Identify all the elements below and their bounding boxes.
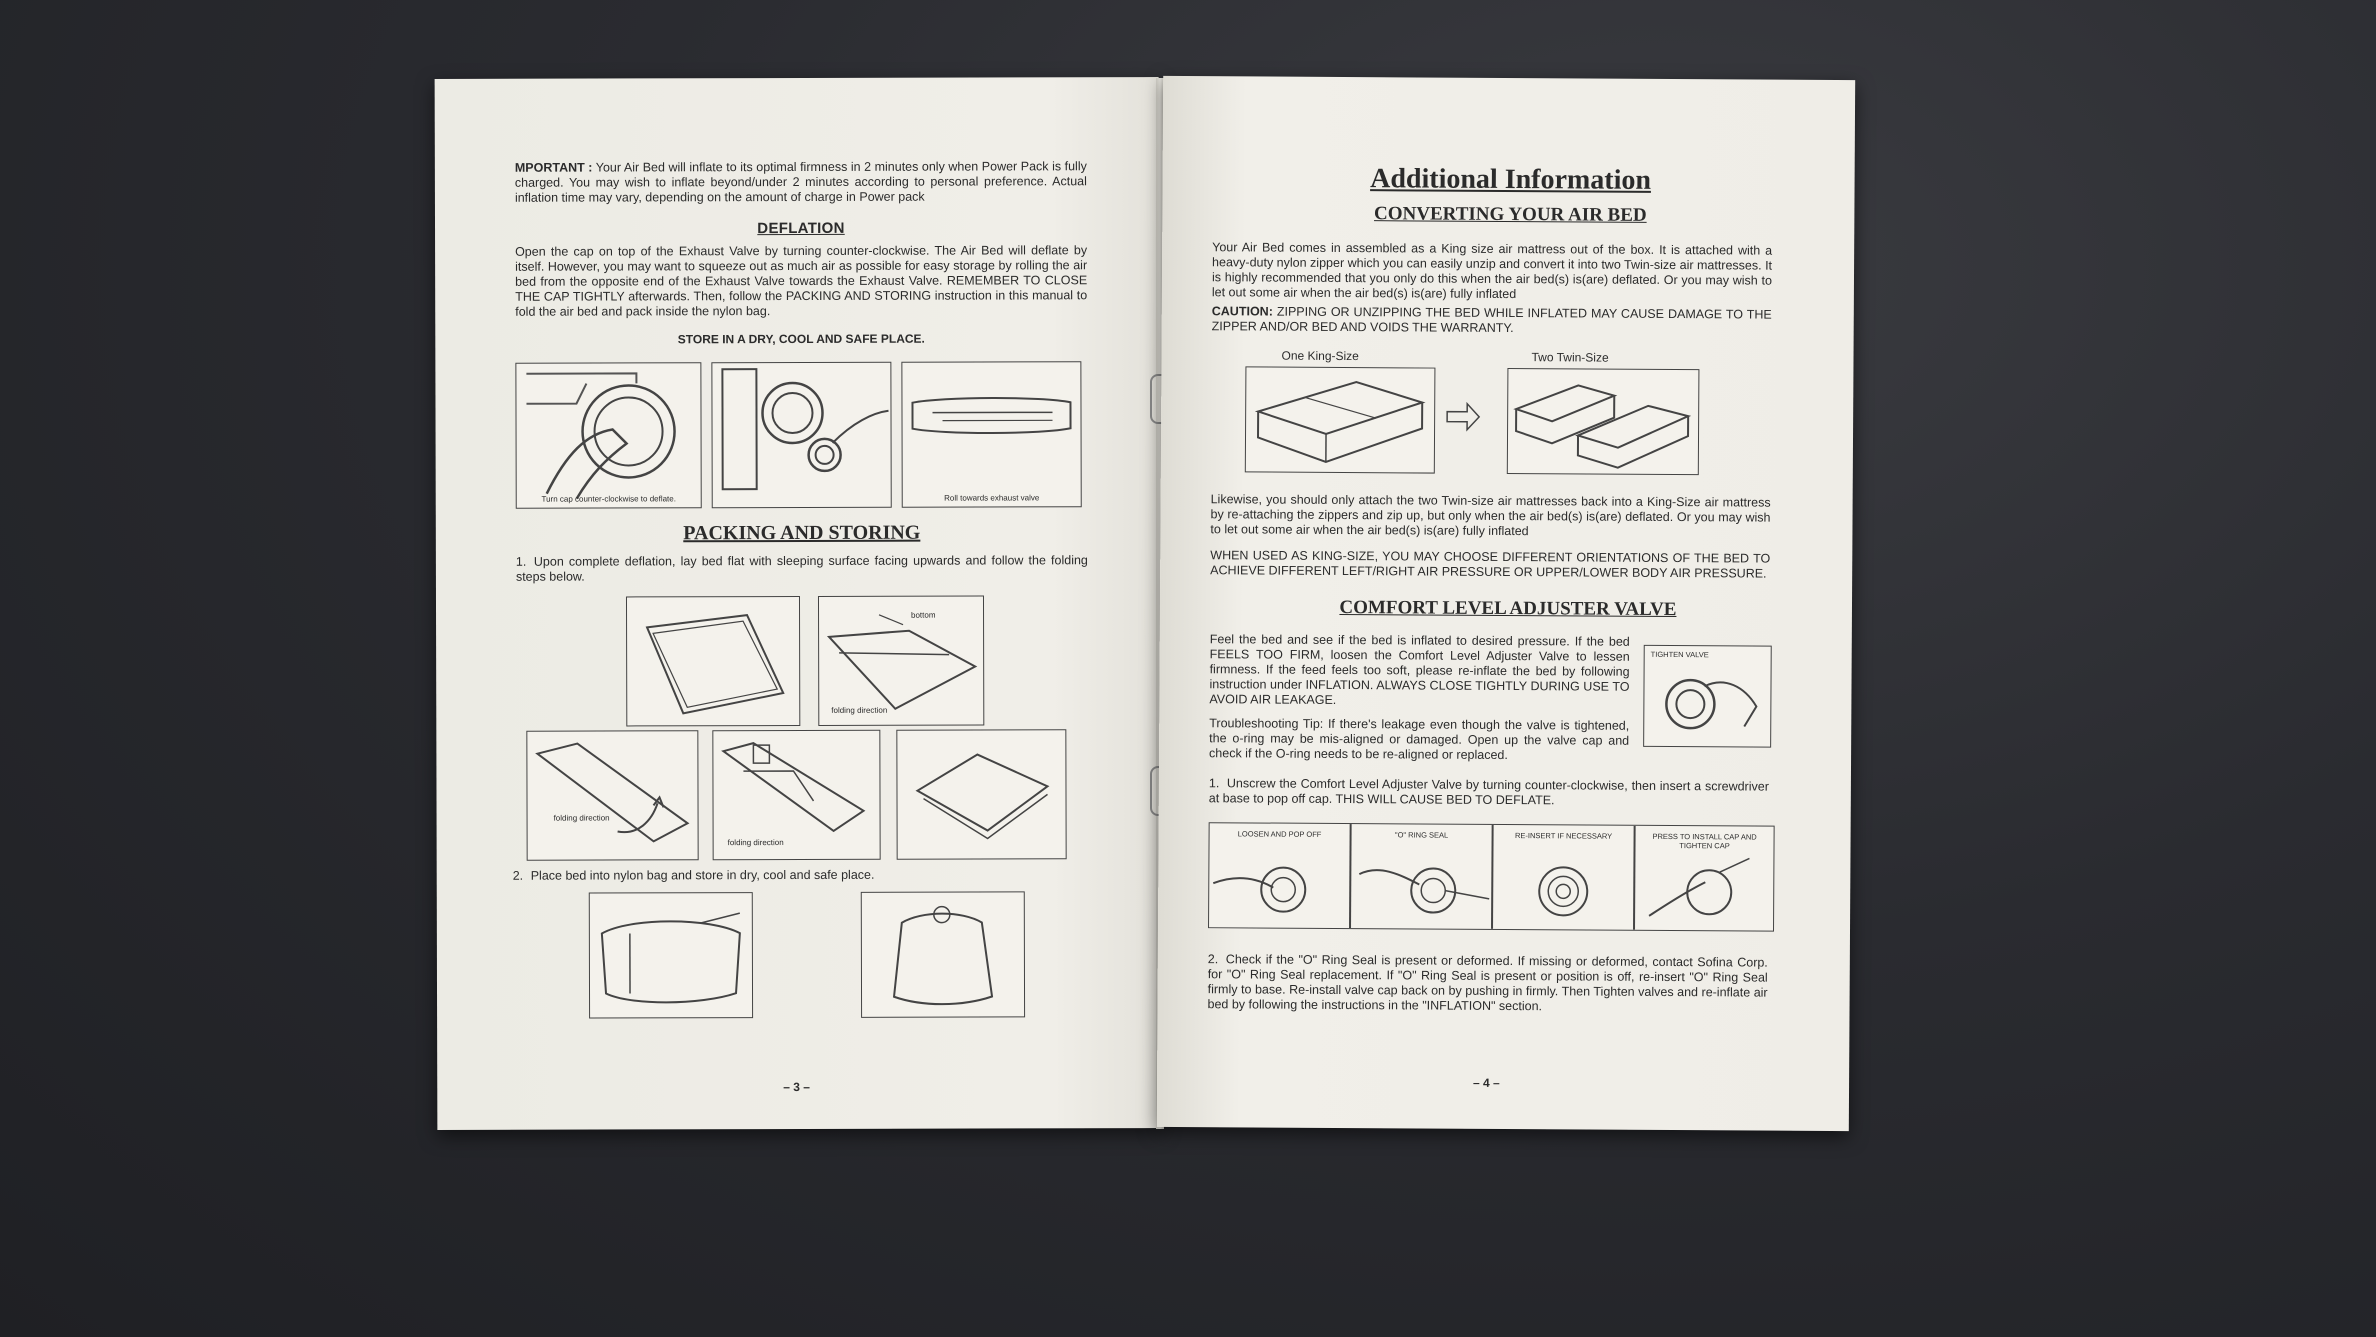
important-label: MPORTANT : (514, 160, 593, 175)
step-2-text: Place bed into nylon bag and store in dry, cool and safe place. (530, 867, 875, 883)
packing-step-2 (513, 867, 1085, 883)
label-king-size: One King-Size (1281, 348, 1359, 364)
right-page (1157, 76, 1855, 1131)
converting-text: Your Air Bed comes in assembled as a King size air mattress out of the box. It is attached with a heavy-duty nylon zipper which you can easily unzip and convert it into two Twin-size air mattresses. It is highly recommended that you only do this when the air bed(s) is(are) deflated. Or you may wish to let out some air when the air bed(s) is(are) fully inflated (1211, 240, 1773, 302)
fold-step-fold (712, 730, 880, 860)
comfort-step-1-number: 1. (1208, 776, 1220, 791)
caption-roll: Roll towards exhaust valve (944, 493, 1040, 503)
illustration-turn-cap (515, 362, 701, 508)
arrow-icon (1445, 402, 1481, 432)
caution-text: ZIPPING OR UNZIPPING THE BED WHILE INFLATED MAY CAUSE DAMAGE TO THE ZIPPER AND/OR BED AND VOIDS THE WARRANTY. (1211, 304, 1772, 336)
comfort-step-1-text: Unscrew the Comfort Level Adjuster Valve by turning counter-clockwise, then insert a screwdriver at base to pop off cap. THIS WILL CAUSE BED TO DEFLATE. (1208, 776, 1769, 808)
fold-step-folded (896, 729, 1066, 859)
fold-step-flat (626, 596, 800, 726)
troubleshooting-text: Troubleshooting Tip: If there's leakage even though the valve is tightened, the o-ring may be mis-aligned or damaged. Open up the valve cap and check if the O-ring needs to be re-aligned or replaced. (1209, 716, 1630, 763)
label-tighten-valve: TIGHTEN VALVE (1650, 649, 1709, 660)
step-2-number: 2. (512, 868, 524, 883)
likewise-text: Likewise, you should only attach the two Twin-size air mattresses back into a King-Size air mattress by re-attaching the zippers and zip up, but only when the air bed(s) is(are) deflated. Or you may wish to let out some air when the air bed(s) is(are) fully inflated (1210, 492, 1771, 539)
store-line: STORE IN A DRY, COOL AND SAFE PLACE. (677, 331, 925, 347)
illustration-twin-size (1507, 368, 1700, 475)
illustration-open-valve (711, 362, 891, 508)
illustration-tighten-valve (1643, 645, 1772, 748)
fold-step-strip (526, 730, 698, 860)
converting-heading: CONVERTING YOUR AIR BED (1374, 203, 1647, 226)
illustration-king-size (1245, 366, 1436, 473)
left-page (435, 77, 1162, 1130)
page-number-right: – 4 – (1473, 1075, 1500, 1090)
valve-steps-strip (1208, 822, 1775, 931)
packing-step-1 (516, 553, 1088, 584)
label-bottom: bottom (911, 610, 936, 620)
packing-heading: PACKING AND STORING (683, 521, 921, 545)
illustration-bag-open (589, 892, 753, 1018)
comfort-step-2 (1207, 952, 1767, 1015)
king-size-note: WHEN USED AS KING-SIZE, YOU MAY CHOOSE DIFFERENT ORIENTATIONS OF THE BED TO ACHIEVE DIFFERENT LEFT/RIGHT AIR PRESSURE OR UPPER/LOWER BODY AIR PRESSURE. (1210, 548, 1771, 581)
comfort-heading: COMFORT LEVEL ADJUSTER VALVE (1339, 596, 1677, 621)
important-note (515, 159, 1087, 205)
deflation-heading: DEFLATION (757, 219, 845, 238)
label-folding-direction-3: folding direction (727, 838, 784, 848)
illustration-bag-closed (861, 891, 1025, 1017)
page-title: Additional Information (1370, 163, 1652, 196)
panel-label-install: PRESS TO INSTALL CAP AND TIGHTEN CAP (1652, 831, 1757, 851)
label-folding-direction-2: folding direction (553, 813, 610, 823)
comfort-step-1 (1209, 776, 1769, 809)
comfort-step-2-text: Check if the "O" Ring Seal is present or deformed. If missing or deformed, contact Sofina Corp. for "O" Ring Seal replacement. If "O" Ring Seal is present or position is off, re-insert "O" Ring Seal firmly to base. Re-install valve cap back on by pushing in firmly. Then Tighten valves and re-inflate air bed by following the instructions in the "INFLATION" section. (1207, 952, 1768, 1014)
comfort-text: Feel the bed and see if the bed is inflated to desired pressure. If the bed FEELS TOO FIRM, loosen the Comfort Level Adjuster Valve to lessen firmness. If the feed feels too soft, please re-inflate the bed by following instruction under INFLATION. ALWAYS CLOSE TIGHTLY DURING USE TO AVOID AIR LEAKAGE. (1209, 632, 1630, 707)
important-text: Your Air Bed will inflate to its optimal firmness in 2 minutes only when Power Pack is fully charged. You may wish to inflate beyond/under 2 minutes according to personal preference. Actual inflation time may vary, depending on the amount of charge in Power pack (514, 159, 1087, 205)
caution-note (1212, 304, 1772, 337)
page-number-left: – 3 – (783, 1079, 810, 1095)
panel-label-o-ring: "O" RING SEAL (1394, 830, 1449, 840)
label-twin-size: Two Twin-Size (1531, 350, 1609, 365)
panel-label-reinsert: RE-INSERT IF NECESSARY (1514, 831, 1613, 841)
comfort-step-2-number: 2. (1207, 952, 1219, 967)
step-1-number: 1. (515, 554, 527, 569)
deflation-text: Open the cap on top of the Exhaust Valve by turning counter-clockwise. The Air Bed will deflate by itself. However, you may want to squeeze out as much air as possible for easy storage by rolling the air bed from the opposite end of the Exhaust Valve towards the Exhaust Valve. REMEMBER TO CLOSE THE CAP TIGHTLY afterwards. Then, follow the PACKING AND STORING instruction in this manual to fold the air bed and pack inside the nylon bag. (515, 243, 1088, 319)
caution-label: CAUTION: (1211, 304, 1273, 319)
caption-turn-cap: Turn cap counter-clockwise to deflate. (541, 494, 676, 504)
panel-label-loosen: LOOSEN AND POP OFF (1237, 829, 1322, 839)
fold-step-bottom (818, 596, 984, 726)
label-folding-direction-1: folding direction (831, 705, 888, 715)
step-1-text: Upon complete deflation, lay bed flat with sleeping surface facing upwards and follow the folding steps below. (515, 553, 1088, 584)
illustration-roll (901, 361, 1081, 507)
booklet (436, 78, 1852, 1129)
